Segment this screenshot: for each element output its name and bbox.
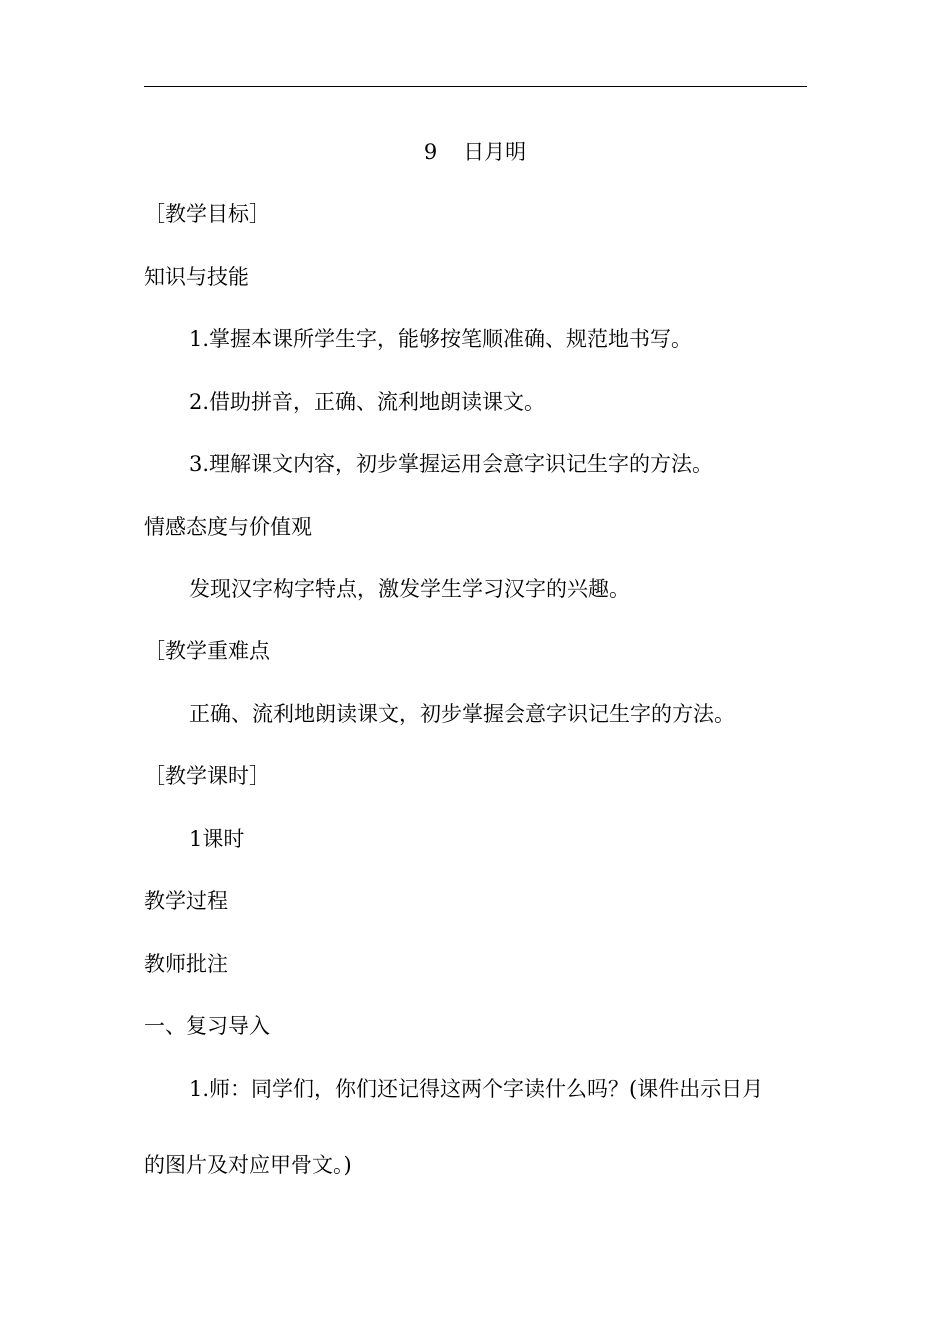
lesson-number: 9 xyxy=(423,140,438,164)
teacher-notes-heading: 教师批注 xyxy=(144,952,228,976)
knowledge-heading: 知识与技能 xyxy=(144,265,249,289)
section-1-item-1-line-2: 的图片及对应甲骨文。) xyxy=(144,1153,352,1177)
section-1-item-1-line-1: 1.师：同学们，你们还记得这两个字读什么吗？(课件出示日月 xyxy=(189,1077,764,1101)
knowledge-item-3: 3.理解课文内容，初步掌握运用会意字识记生字的方法。 xyxy=(189,452,714,476)
lesson-title xyxy=(0,138,950,166)
hours-heading: ［教学课时］ xyxy=(144,764,270,788)
process-heading: 教学过程 xyxy=(144,889,228,913)
key-points-heading: ［教学重难点 xyxy=(144,639,270,663)
knowledge-item-2: 2.借助拼音，正确、流利地朗读课文。 xyxy=(189,390,546,414)
hours-item-1: 1课时 xyxy=(189,827,245,851)
knowledge-item-1: 1.掌握本课所学生字，能够按笔顺准确、规范地书写。 xyxy=(189,327,693,351)
lesson-title-text: 日月明 xyxy=(463,140,527,164)
objectives-heading: ［教学目标］ xyxy=(144,202,270,226)
section-1-heading: 一、复习导入 xyxy=(144,1014,270,1038)
key-points-item-1: 正确、流利地朗读课文，初步掌握会意字识记生字的方法。 xyxy=(189,702,735,726)
header-rule xyxy=(144,86,807,87)
emotion-heading: 情感态度与价值观 xyxy=(144,515,312,539)
emotion-item-1: 发现汉字构字特点，激发学生学习汉字的兴趣。 xyxy=(189,577,630,601)
